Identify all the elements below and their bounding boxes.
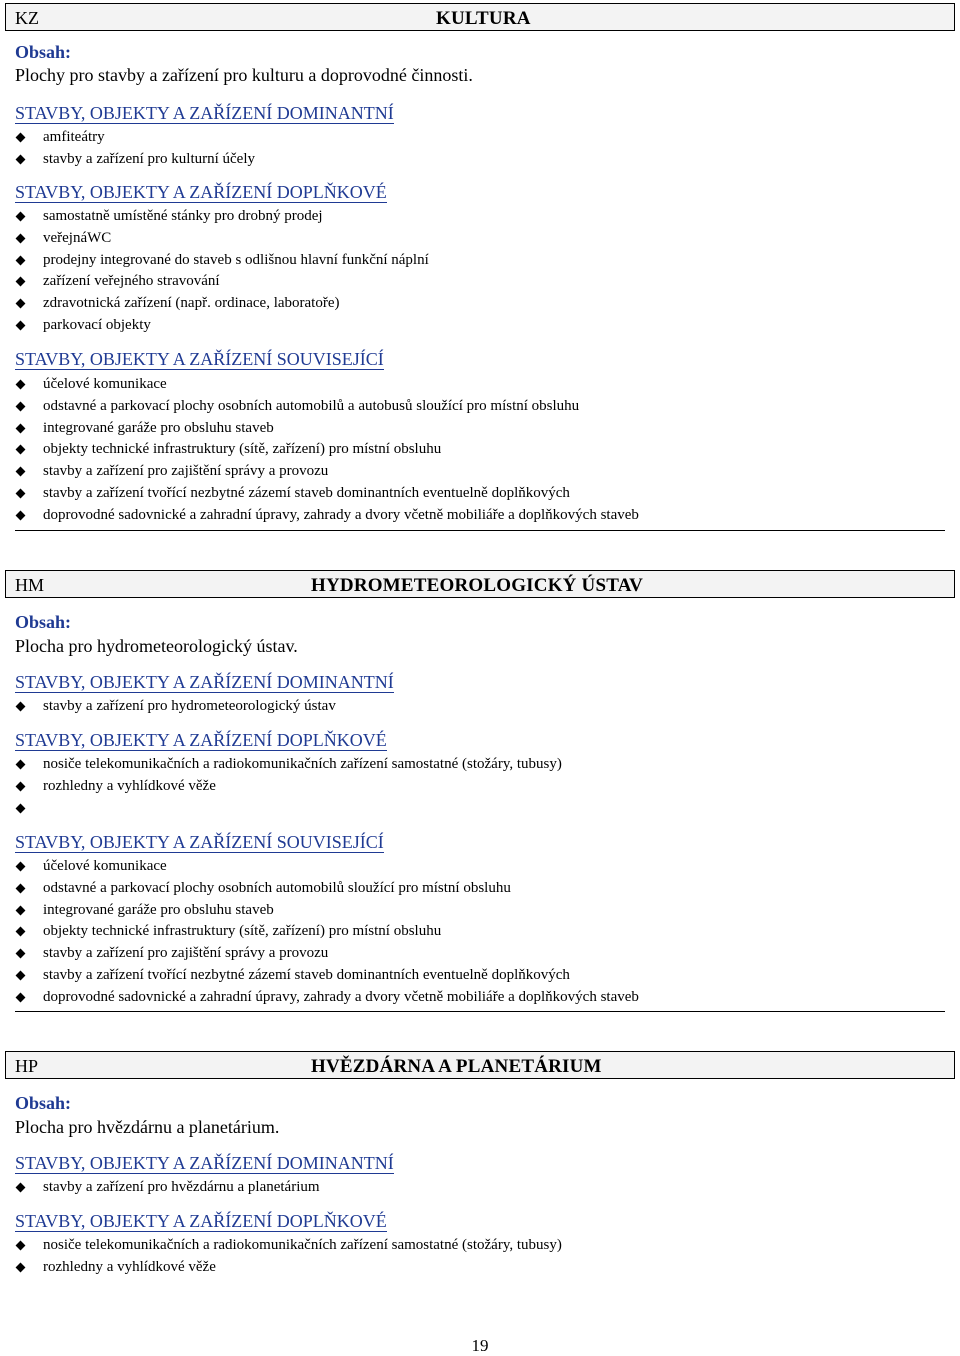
item-list [15, 1177, 945, 1199]
diamond-bullet-icon [16, 862, 26, 872]
list-item: parkovací objekty [15, 315, 945, 337]
section-code: HM [15, 575, 45, 595]
diamond-bullet-icon [16, 133, 26, 143]
section-header-hp [5, 1051, 955, 1079]
diamond-bullet-icon [16, 803, 26, 813]
diamond-bullet-icon [16, 445, 26, 455]
list-item: stavby a zařízení pro kulturní účely [15, 149, 945, 171]
list-item: amfiteátry [15, 127, 945, 149]
group-heading-dominant: STAVBY, OBJEKTY A ZAŘÍZENÍ DOMINANTNÍ [15, 103, 394, 123]
list-item: stavby a zařízení tvořící nezbytné zázemí staveb dominantních eventuelně doplňkových [15, 965, 945, 987]
item-list [15, 754, 945, 819]
diamond-bullet-icon [16, 927, 26, 937]
obsah-label: Obsah: [15, 1093, 72, 1113]
list-item: stavby a zařízení tvořící nezbytné zázemí staveb dominantních eventuelně doplňkových [15, 483, 945, 505]
item-list [15, 127, 945, 171]
diamond-bullet-icon [16, 154, 26, 164]
diamond-bullet-icon [16, 971, 26, 981]
section-title: HYDROMETEOROLOGICKÝ ÚSTAV [311, 575, 644, 596]
list-item: veřejnáWC [15, 228, 945, 250]
diamond-bullet-icon [16, 255, 26, 265]
list-item: doprovodné sadovnické a zahradní úpravy, zahrady a dvory včetně mobiliáře a doplňkových staveb [15, 505, 945, 527]
item-list [15, 374, 945, 527]
section-header-kz [5, 3, 955, 31]
diamond-bullet-icon [16, 380, 26, 390]
group-heading-dominant: STAVBY, OBJEKTY A ZAŘÍZENÍ DOMINANTNÍ [15, 672, 394, 692]
list-item: stavby a zařízení pro zajištění správy a provozu [15, 461, 945, 483]
obsah-text: Plocha pro hydrometeorologický ústav. [15, 636, 298, 656]
group-heading-supplementary: STAVBY, OBJEKTY A ZAŘÍZENÍ DOPLŇKOVÉ [15, 730, 387, 750]
list-item: nosiče telekomunikačních a radiokomunikačních zařízení samostatné (stožáry, tubusy) [15, 754, 945, 776]
diamond-bullet-icon [16, 233, 26, 243]
list-item: odstavné a parkovací plochy osobních automobilů a autobusů sloužící pro místní obsluhu [15, 396, 945, 418]
diamond-bullet-icon [16, 883, 26, 893]
list-item: prodejny integrované do staveb s odlišnou hlavní funkční náplní [15, 250, 945, 272]
list-item: integrované garáže pro obsluhu staveb [15, 418, 945, 440]
list-item: doprovodné sadovnické a zahradní úpravy, zahrady a dvory včetně mobiliáře a doplňkových staveb [15, 987, 945, 1009]
section-divider [15, 1011, 945, 1012]
item-list [15, 856, 945, 1009]
page-number: 19 [471, 1336, 489, 1355]
item-list [15, 696, 945, 718]
obsah-label: Obsah: [15, 42, 72, 62]
list-item: zdravotnická zařízení (např. ordinace, laboratoře) [15, 293, 945, 315]
list-item: stavby a zařízení pro hydrometeorologický ústav [15, 696, 945, 718]
diamond-bullet-icon [16, 321, 26, 331]
obsah-text: Plochy pro stavby a zařízení pro kulturu a doprovodné činnosti. [15, 65, 473, 85]
diamond-bullet-icon [16, 510, 26, 520]
list-item: rozhledny a vyhlídkové věže [15, 1257, 945, 1279]
list-item: stavby a zařízení pro zajištění správy a provozu [15, 943, 945, 965]
diamond-bullet-icon [16, 781, 26, 791]
group-heading-related: STAVBY, OBJEKTY A ZAŘÍZENÍ SOUVISEJÍCÍ [15, 832, 384, 852]
diamond-bullet-icon [16, 905, 26, 915]
group-heading-supplementary: STAVBY, OBJEKTY A ZAŘÍZENÍ DOPLŇKOVÉ [15, 182, 387, 202]
diamond-bullet-icon [16, 702, 26, 712]
list-item: rozhledny a vyhlídkové věže [15, 776, 945, 798]
list-item [15, 798, 945, 820]
section-header-hm [5, 570, 955, 598]
diamond-bullet-icon [16, 467, 26, 477]
diamond-bullet-icon [16, 1241, 26, 1251]
diamond-bullet-icon [16, 1262, 26, 1272]
section-divider [15, 530, 945, 531]
list-item: zařízení veřejného stravování [15, 271, 945, 293]
section-code: HP [15, 1056, 39, 1076]
diamond-bullet-icon [16, 299, 26, 309]
diamond-bullet-icon [16, 277, 26, 287]
diamond-bullet-icon [16, 949, 26, 959]
diamond-bullet-icon [16, 401, 26, 411]
section-title: HVĚZDÁRNA A PLANETÁRIUM [311, 1056, 602, 1077]
obsah-label: Obsah: [15, 612, 72, 632]
diamond-bullet-icon [16, 212, 26, 222]
list-item: integrované garáže pro obsluhu staveb [15, 900, 945, 922]
diamond-bullet-icon [16, 1183, 26, 1193]
diamond-bullet-icon [16, 489, 26, 499]
list-item: účelové komunikace [15, 374, 945, 396]
section-code: KZ [15, 8, 39, 28]
list-item: stavby a zařízení pro hvězdárnu a planetárium [15, 1177, 945, 1199]
group-heading-related: STAVBY, OBJEKTY A ZAŘÍZENÍ SOUVISEJÍCÍ [15, 349, 384, 369]
obsah-text: Plocha pro hvězdárnu a planetárium. [15, 1117, 280, 1137]
item-list [15, 206, 945, 337]
group-heading-supplementary: STAVBY, OBJEKTY A ZAŘÍZENÍ DOPLŇKOVÉ [15, 1211, 387, 1231]
list-item: odstavné a parkovací plochy osobních automobilů sloužící pro místní obsluhu [15, 878, 945, 900]
list-item: účelové komunikace [15, 856, 945, 878]
item-list [15, 1235, 945, 1279]
diamond-bullet-icon [16, 760, 26, 770]
list-item: samostatně umístěné stánky pro drobný prodej [15, 206, 945, 228]
section-title: KULTURA [436, 8, 531, 29]
group-heading-dominant: STAVBY, OBJEKTY A ZAŘÍZENÍ DOMINANTNÍ [15, 1153, 394, 1173]
list-item: nosiče telekomunikačních a radiokomunikačních zařízení samostatné (stožáry, tubusy) [15, 1235, 945, 1257]
list-item: objekty technické infrastruktury (sítě, zařízení) pro místní obsluhu [15, 439, 945, 461]
list-item: objekty technické infrastruktury (sítě, zařízení) pro místní obsluhu [15, 921, 945, 943]
diamond-bullet-icon [16, 423, 26, 433]
diamond-bullet-icon [16, 992, 26, 1002]
